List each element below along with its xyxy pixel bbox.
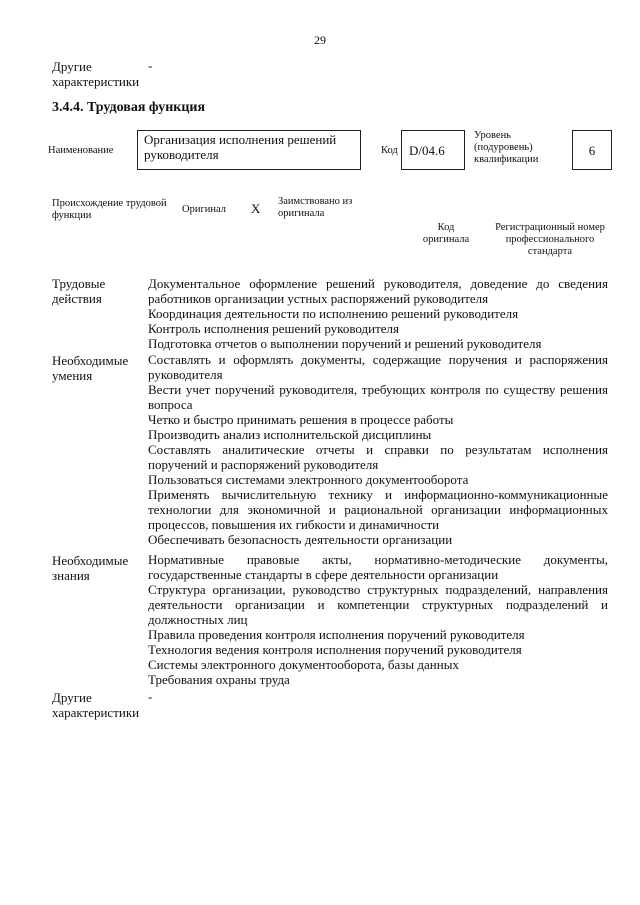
page-number: 29 bbox=[314, 33, 326, 47]
origin-label: Происхождение трудовой функции bbox=[52, 198, 167, 221]
skills-label: Необходимые умения bbox=[52, 353, 129, 383]
list-item: Технология ведения контроля исполнения поручений руководителя bbox=[148, 642, 522, 657]
top-other-value: - bbox=[148, 58, 153, 73]
original-mark: X bbox=[251, 201, 261, 216]
level-label: Уровень (подуровень) квалификации bbox=[474, 130, 539, 165]
code-label: Код bbox=[381, 145, 398, 156]
list-item: Четко и быстро принимать решения в процессе работы bbox=[148, 412, 454, 427]
level-value: 6 bbox=[588, 143, 596, 158]
list-item: Подготовка отчетов о выполнении поручений и решений руководителя bbox=[148, 336, 542, 351]
list-item: Применять вычислительную технику и информационно-коммуникационные технологии для экономичной и рациональной организации информационных процессов, повышения их гибкости и динамичности bbox=[148, 487, 608, 532]
section-title: 3.4.4. Трудовая функция bbox=[52, 100, 206, 115]
list-item: Требования охраны труда bbox=[148, 672, 290, 687]
list-item: Координация деятельности по исполнению решений руководителя bbox=[148, 306, 519, 321]
name-value: Организация исполнения решений руководителя bbox=[144, 132, 337, 162]
knowledge-label: Необходимые знания bbox=[52, 553, 129, 583]
list-item: Вести учет поручений руководителя, требующих контроля по существу решения вопроса bbox=[148, 382, 608, 412]
list-item: Правила проведения контроля исполнения поручений руководителя bbox=[148, 627, 525, 642]
list-item: Обеспечивать безопасность деятельности организации bbox=[148, 532, 453, 547]
skills-list bbox=[148, 352, 608, 547]
knowledge-list bbox=[148, 552, 608, 687]
labor-actions-label: Трудовые действия bbox=[52, 276, 106, 306]
list-item: Производить анализ исполнительской дисциплины bbox=[148, 427, 432, 442]
list-item: Системы электронного документооборота, базы данных bbox=[148, 657, 459, 672]
list-item: Нормативные правовые акты, нормативно-методические документы, государственные стандарты в сфере деятельности организации bbox=[148, 552, 608, 582]
name-label: Наименование bbox=[48, 145, 114, 156]
labor-actions-list bbox=[148, 276, 608, 351]
code-original-label: Код оригинала bbox=[422, 222, 470, 245]
top-other-label: Другие характеристики bbox=[52, 59, 140, 89]
list-item: Составлять и оформлять документы, содержащие поручения и распоряжения руководителя bbox=[148, 352, 608, 382]
bottom-other-value: - bbox=[148, 689, 153, 704]
code-value: D/04.6 bbox=[409, 143, 445, 158]
list-item: Контроль исполнения решений руководителя bbox=[148, 321, 400, 336]
list-item: Составлять аналитические отчеты и справки по результатам исполнения поручений и распоряжений руководителя bbox=[148, 442, 608, 472]
list-item: Пользоваться системами электронного документооборота bbox=[148, 472, 469, 487]
list-item: Документальное оформление решений руководителя, доведение до сведения работников организации устных распоряжений руководителя bbox=[148, 276, 608, 306]
borrowed-label: Заимствовано из оригинала bbox=[278, 196, 353, 219]
reg-number-label: Регистрационный номер профессионального стандарта bbox=[495, 222, 605, 257]
list-item: Структура организации, руководство структурных подразделений, направления деятельности организации и компетенции структурных подразделений и должностных лиц bbox=[148, 582, 608, 627]
original-label: Оригинал bbox=[182, 204, 226, 215]
bottom-other-label: Другие характеристики bbox=[52, 690, 140, 720]
